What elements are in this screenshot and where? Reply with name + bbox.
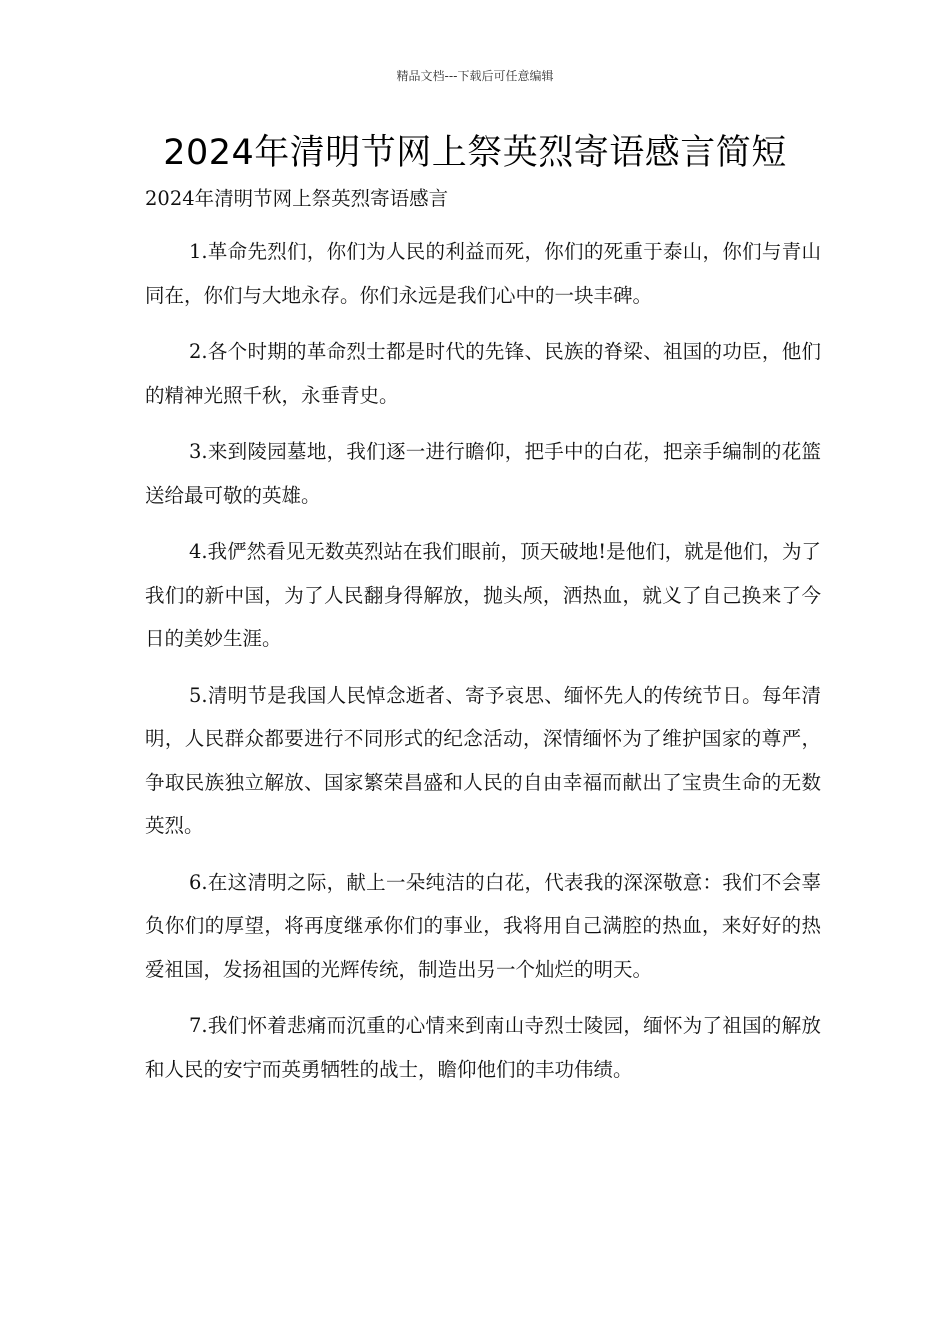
paragraph-2: 2.各个时期的革命烈士都是时代的先锋、民族的脊梁、祖国的功臣，他们的精神光照千秋，永垂青史。 [145, 340, 821, 407]
header-note: 精品文档---下载后可任意编辑 [396, 69, 554, 83]
paragraph-3: 3.来到陵园墓地，我们逐一进行瞻仰，把手中的白花，把亲手编制的花篮送给最可敬的英雄。 [145, 440, 821, 507]
paragraph-7: 7.我们怀着悲痛而沉重的心情来到南山寺烈士陵园，缅怀为了祖国的解放和人民的安宁而英勇牺牲的战士，瞻仰他们的丰功伟绩。 [145, 1014, 821, 1081]
document-subtitle: 2024年清明节网上祭英烈寄语感言 [145, 187, 449, 210]
document-body [145, 230, 821, 1104]
document-title: 2024年清明节网上祭英烈寄语感言简短 [163, 133, 787, 173]
paragraph-1: 1.革命先烈们，你们为人民的利益而死，你们的死重于泰山，你们与青山同在，你们与大地永存。你们永远是我们心中的一块丰碑。 [145, 240, 821, 307]
paragraph-4: 4.我俨然看见无数英烈站在我们眼前，顶天破地!是他们，就是他们，为了我们的新中国，为了人民翻身得解放，抛头颅，洒热血，就义了自己换来了今日的美妙生涯。 [145, 540, 821, 650]
paragraph-5: 5.清明节是我国人民悼念逝者、寄予哀思、缅怀先人的传统节日。每年清明，人民群众都要进行不同形式的纪念活动，深情缅怀为了维护国家的尊严，争取民族独立解放、国家繁荣昌盛和人民的自由幸福而献出了宝贵生命的无数英烈。 [145, 683, 821, 837]
paragraph-6: 6.在这清明之际，献上一朵纯洁的白花，代表我的深深敬意：我们不会辜负你们的厚望，将再度继承你们的事业，我将用自己满腔的热血，来好好的热爱祖国，发扬祖国的光辉传统，制造出另一个灿烂的明天。 [145, 870, 821, 981]
